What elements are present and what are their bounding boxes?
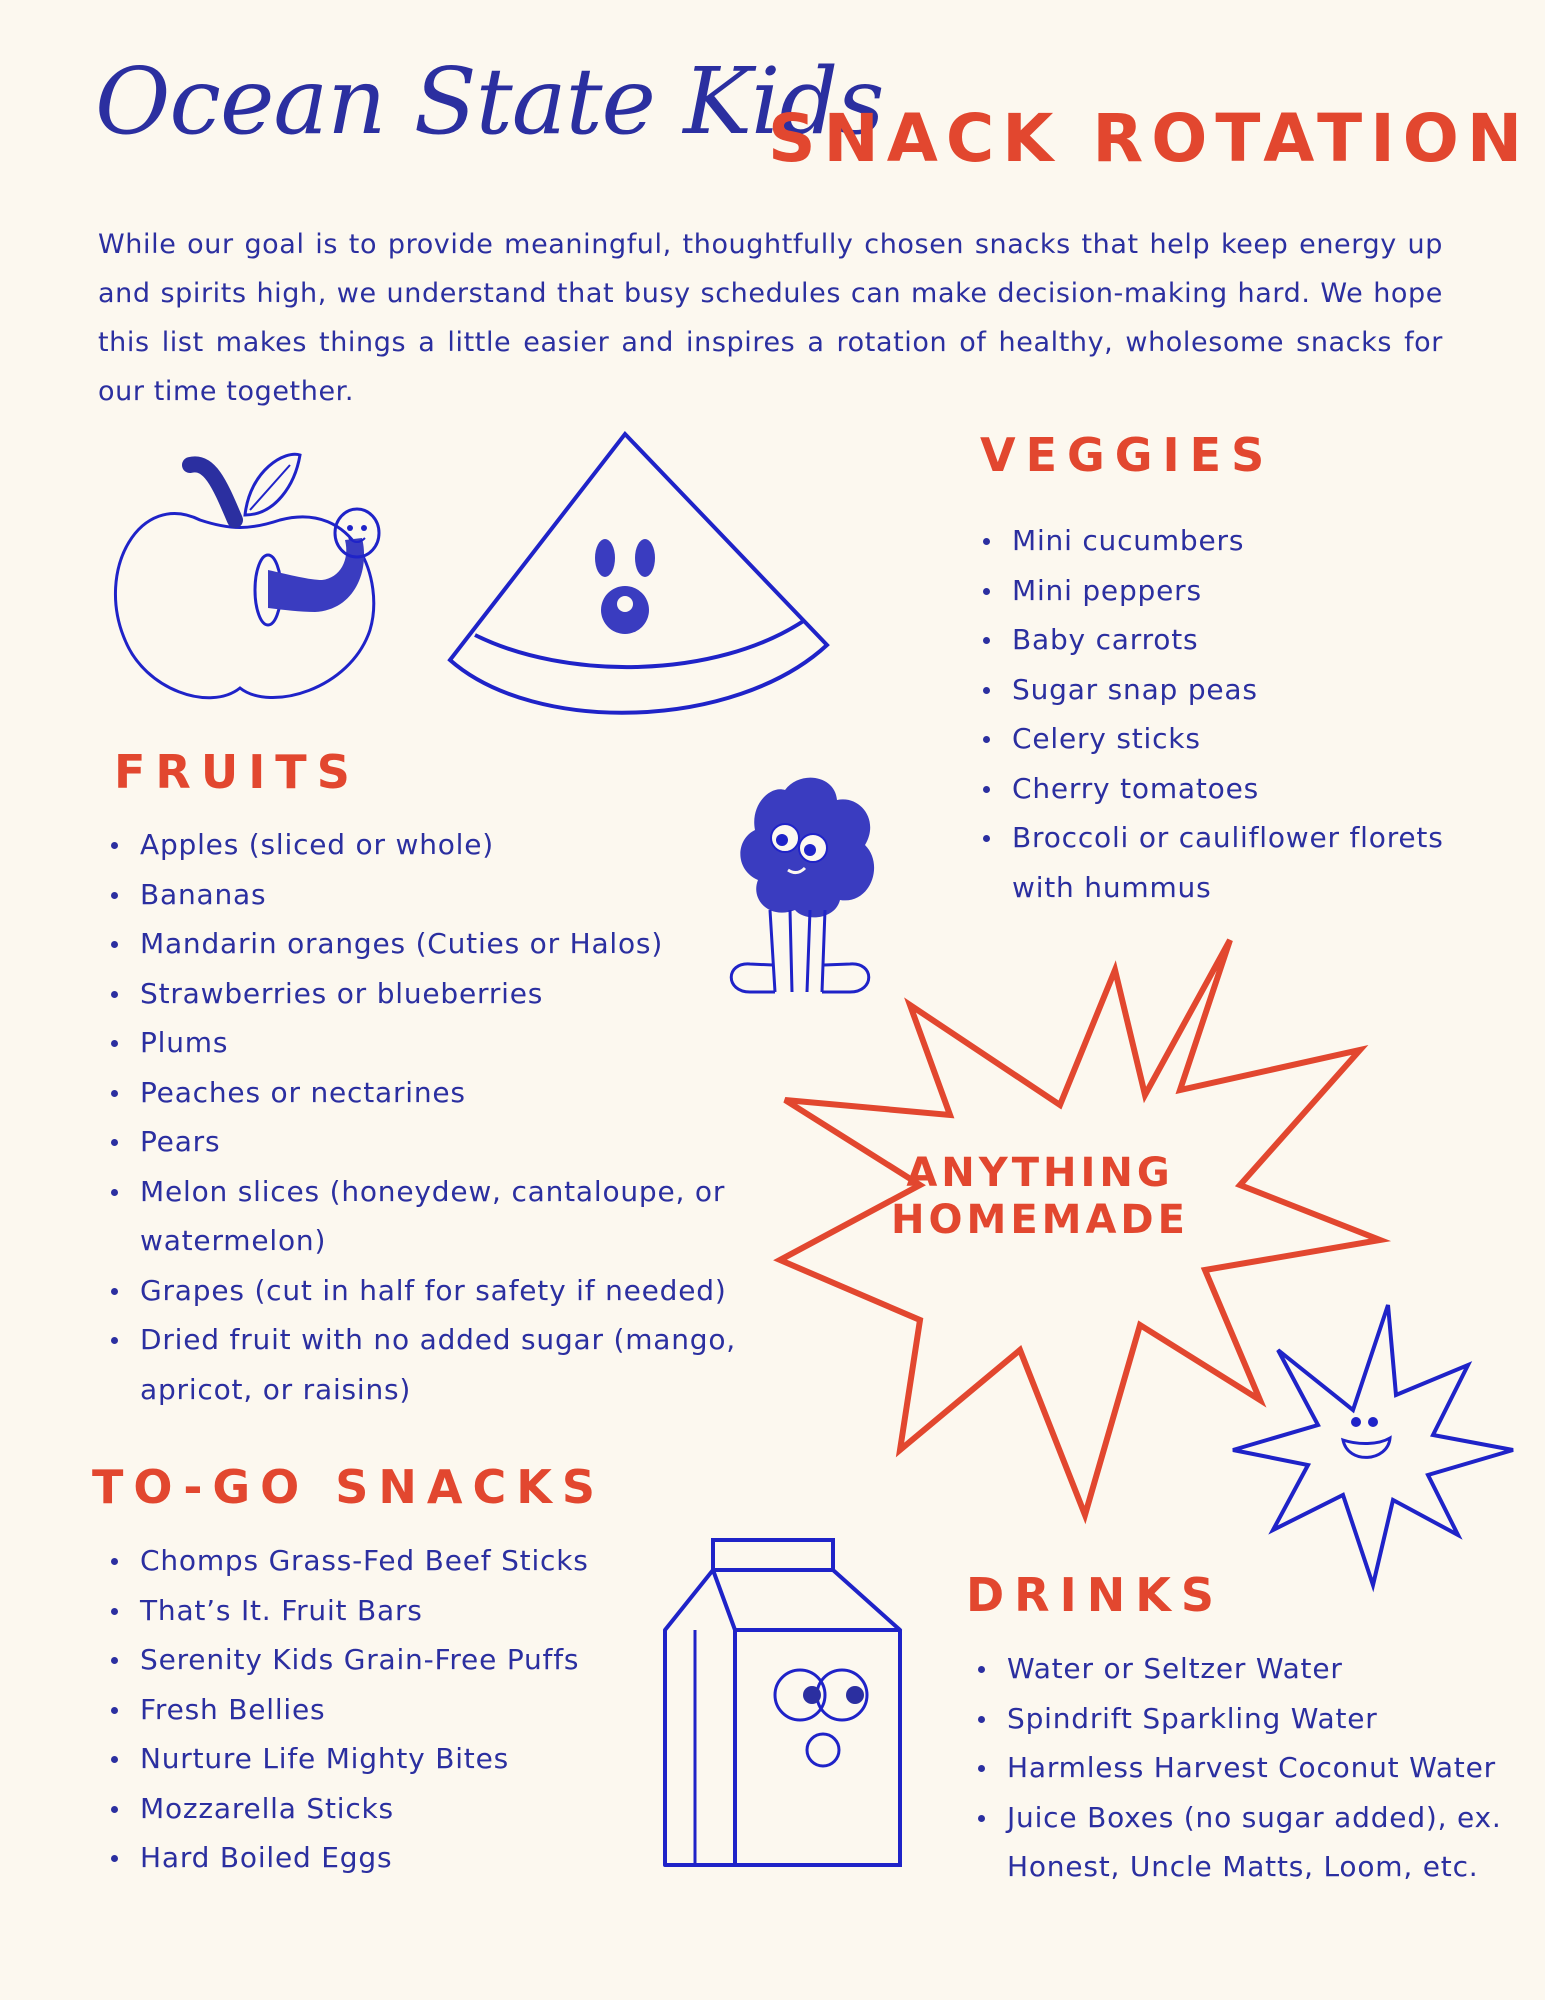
list-item: Apples (sliced or whole) — [98, 820, 738, 870]
intro-paragraph: While our goal is to provide meaningful, thoughtfully chosen snacks that help keep energy up and spirits high, we understand that busy schedules can make decision-making hard. We hope this list makes things a little easier and inspires a rotation of healthy, wholesome snacks for our time together. — [98, 229, 1443, 407]
list-item: Grapes (cut in half for safety if needed) — [98, 1266, 738, 1316]
list-item: Strawberries or blueberries — [98, 969, 738, 1019]
list-item: Mini cucumbers — [970, 516, 1465, 566]
milk-carton-icon — [650, 1535, 910, 1870]
apple-worm-icon — [100, 440, 390, 720]
list-item: Spindrift Sparkling Water — [965, 1694, 1505, 1744]
watermelon-slice-icon — [445, 430, 835, 735]
drinks-heading: DRINKS — [966, 1568, 1224, 1622]
list-item: Cherry tomatoes — [970, 764, 1465, 814]
fruits-heading: FRUITS — [114, 745, 360, 799]
title-caps: SNACK ROTATION — [768, 100, 1531, 177]
list-item: Peaches or nectarines — [98, 1068, 738, 1118]
burst-line-1: ANYTHING — [906, 1150, 1174, 1196]
togo-heading: TO-GO SNACKS — [92, 1460, 606, 1514]
list-item: Dried fruit with no added sugar (mango, apricot, or raisins) — [98, 1315, 738, 1414]
veggies-heading: VEGGIES — [980, 428, 1275, 482]
list-item: Serenity Kids Grain-Free Puffs — [98, 1635, 658, 1685]
burst-label — [890, 1150, 1190, 1244]
list-item: Mozzarella Sticks — [98, 1784, 658, 1834]
togo-list — [98, 1536, 658, 1883]
list-item: Celery sticks — [970, 714, 1465, 764]
title-script: Ocean State Kids — [95, 48, 884, 155]
list-item: Water or Seltzer Water — [965, 1644, 1505, 1694]
star-character-icon — [1218, 1300, 1518, 1590]
list-item: Mini peppers — [970, 566, 1465, 616]
list-item: Nurture Life Mighty Bites — [98, 1734, 658, 1784]
drinks-list — [965, 1644, 1505, 1892]
list-item: Mandarin oranges (Cuties or Halos) — [98, 919, 738, 969]
list-item: Hard Boiled Eggs — [98, 1833, 658, 1883]
list-item: Broccoli or cauliflower florets with hummus — [970, 813, 1465, 912]
list-item: Juice Boxes (no sugar added), ex. Honest, Uncle Matts, Loom, etc. — [965, 1793, 1505, 1892]
list-item: Chomps Grass-Fed Beef Sticks — [98, 1536, 658, 1586]
list-item: Bananas — [98, 870, 738, 920]
list-item: That’s It. Fruit Bars — [98, 1586, 658, 1636]
list-item: Melon slices (honeydew, cantaloupe, or watermelon) — [98, 1167, 738, 1266]
veggies-list — [970, 516, 1465, 912]
list-item: Pears — [98, 1117, 738, 1167]
list-item: Sugar snap peas — [970, 665, 1465, 715]
fruits-list — [98, 820, 738, 1414]
list-item: Harmless Harvest Coconut Water — [965, 1743, 1505, 1793]
list-item: Baby carrots — [970, 615, 1465, 665]
list-item: Fresh Bellies — [98, 1685, 658, 1735]
burst-line-2: HOMEMADE — [891, 1197, 1189, 1243]
list-item: Plums — [98, 1018, 738, 1068]
